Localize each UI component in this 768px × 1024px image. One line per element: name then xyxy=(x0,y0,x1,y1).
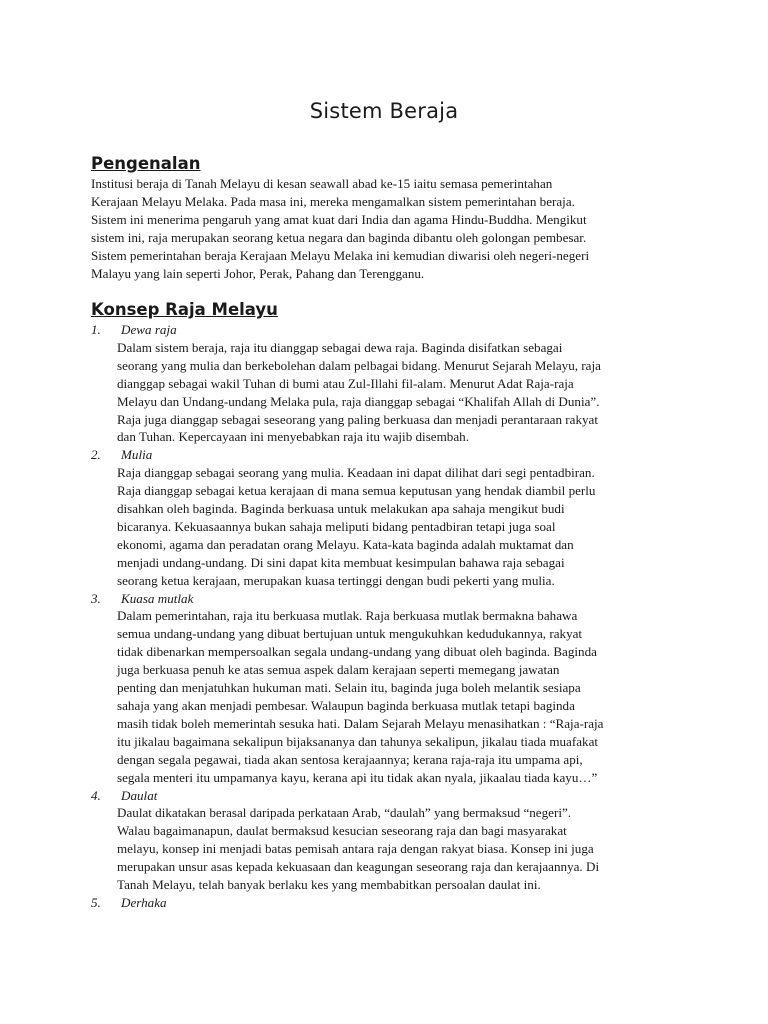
konsep-item-line: melayu, konsep ini menjadi batas pemisah antara raja dengan rakyat biasa. Konsep ini juga xyxy=(117,841,594,857)
konsep-item-line: penting dan menjatuhkan hukuman mati. Selain itu, baginda juga boleh melantik sesiapa xyxy=(117,680,581,696)
konsep-item-heading xyxy=(91,787,711,805)
konsep-item-title: Kuasa mutlak xyxy=(121,590,194,606)
konsep-item-line: tidak dibenarkan mempersoalkan segala undang-undang yang dibuat oleh baginda. Baginda xyxy=(117,644,597,660)
konsep-item-line: Dalam sistem beraja, raja itu dianggap sebagai dewa raja. Baginda disifatkan sebagai xyxy=(117,339,563,355)
intro-line: Kerajaan Melayu Melaka. Pada masa ini, mereka mengamalkan sistem pemerintahan beraja. xyxy=(91,193,575,209)
konsep-item xyxy=(91,446,711,589)
konsep-item-number: 2. xyxy=(91,447,101,463)
konsep-item-line: Walau bagaimanapun, daulat bermaksud kesucian seseorang raja dan bagi masyarakat xyxy=(117,823,567,839)
konsep-item-title: Daulat xyxy=(121,787,158,803)
konsep-item-line: Dalam pemerintahan, raja itu berkuasa mutlak. Raja berkuasa mutlak bermakna bahawa xyxy=(117,608,578,624)
konsep-item-line: menjadi undang-undang. Di sini dapat kita membuat kesimpulan bahawa raja sebagai xyxy=(117,554,565,570)
konsep-item-line: bicaranya. Kekuasaannya bukan sahaja meliputi bidang pentadbiran tetapi juga soal xyxy=(117,518,556,534)
konsep-item-line: Tanah Melayu, telah banyak berlaku kes yang membabitkan persoalan daulat ini. xyxy=(117,877,541,893)
konsep-item-number: 3. xyxy=(91,590,101,606)
konsep-item-line: segala menteri itu umpamanya kayu, kerana api itu tidak akan nyala, jikaalau tiada kayu…” xyxy=(117,769,598,785)
konsep-item-line: ekonomi, agama dan peradatan orang Melayu. Kata-kata baginda adalah muktamat dan xyxy=(117,536,574,552)
konsep-item xyxy=(91,321,711,446)
konsep-item xyxy=(91,590,711,787)
konsep-item-line: Raja dianggap sebagai ketua kerajaan di mana semua keputusan yang hendak diambil perlu xyxy=(117,483,596,499)
konsep-item-line: Daulat dikatakan berasal daripada perkataan Arab, “daulah” yang bermaksud “negeri”. xyxy=(117,805,572,821)
konsep-item-line: disahkan oleh baginda. Baginda berkuasa untuk melakukan apa sahaja mengikut budi xyxy=(117,501,565,517)
konsep-item-line: Raja dianggap sebagai seorang yang mulia. Keadaan ini dapat dilihat dari segi pentadbiran. xyxy=(117,465,595,481)
konsep-item-line: merupakan unsur asas kepada kekuasaan dan keagungan seseorang raja dan kerajaannya. Di xyxy=(117,859,600,875)
konsep-item-line: seorang yang mulia dan berkebolehan dalam pelbagai bidang. Menurut Sejarah Melayu, raja xyxy=(117,357,601,373)
konsep-item-line: dianggap sebagai wakil Tuhan di bumi atau Zul-Illahi fil-alam. Menurut Adat Raja-raja xyxy=(117,375,574,391)
konsep-item-number: 4. xyxy=(91,787,101,803)
section-heading-pengenalan: Pengenalan xyxy=(91,154,201,173)
konsep-item-line: sahaja yang akan menjadi pembesar. Walaupun baginda berkuasa mutlak tetapi baginda xyxy=(117,697,575,713)
konsep-item-line: semua undang-undang yang dibuat bertujuan untuk mengukuhkan kedudukannya, rakyat xyxy=(117,626,583,642)
section-heading-konsep: Konsep Raja Melayu xyxy=(91,300,278,319)
konsep-item-line: itu jikalau bagaimana sekalipun bijaksananya dan tahunya sekalipun, jikalau tiada muafakat xyxy=(117,733,599,749)
konsep-item-heading xyxy=(91,321,711,339)
konsep-item-number: 1. xyxy=(91,322,101,337)
intro-line: Institusi beraja di Tanah Melayu di kesan seawall abad ke-15 iaitu semasa pemerintahan xyxy=(91,176,553,191)
konsep-item-title: Derhaka xyxy=(121,894,167,910)
konsep-item-body xyxy=(91,339,687,446)
intro-line: Malayu yang lain seperti Johor, Perak, Pahang dan Terengganu. xyxy=(91,265,425,281)
konsep-item-body xyxy=(91,607,687,786)
konsep-item-heading xyxy=(91,446,711,464)
konsep-item-line: dengan segala pegawai, tiada akan sentosa kerajaannya; kerana raja-raja itu umpama api, xyxy=(117,751,583,767)
konsep-item-line: seorang ketua kerajaan, merupakan kuasa tertinggi dengan budi pekerti yang mulia. xyxy=(117,572,555,588)
konsep-item-line: juga berkuasa penuh ke atas semua aspek dalam kerajaan seperti memegang jawatan xyxy=(117,662,560,678)
intro-line: Sistem pemerintahan beraja Kerajaan Melayu Melaka ini kemudian diwarisi oleh negeri-negeri xyxy=(91,247,590,263)
page-title: Sistem Beraja xyxy=(309,99,459,123)
konsep-item xyxy=(91,787,711,894)
konsep-item-body xyxy=(91,464,687,589)
konsep-item xyxy=(91,894,711,912)
konsep-item-heading xyxy=(91,894,711,912)
intro-line: sistem ini, raja merupakan seorang ketua negara dan baginda dibantu oleh golongan pembesar. xyxy=(91,229,587,245)
konsep-item-number: 5. xyxy=(91,894,101,910)
konsep-item-line: masih tidak boleh memerintah sesuka hati. Dalam Sejarah Melayu menasihatkan : “Raja-raja xyxy=(117,715,604,731)
intro-line: Sistem ini menerima pengaruh yang amat kuat dari India dan agama Hindu-Buddha. Mengikut xyxy=(91,211,587,227)
konsep-item-title: Mulia xyxy=(121,447,153,463)
konsep-item-line: Melayu dan Undang-undang Melaka pula, raja dianggap sebagai “Khalifah Allah di Dunia”. xyxy=(117,393,600,409)
konsep-item-line: Raja juga dianggap sebagai seseorang yang paling berkuasa dan menjadi perantaraan rakyat xyxy=(117,411,598,427)
konsep-list xyxy=(91,321,711,912)
konsep-item-title: Dewa raja xyxy=(121,322,177,337)
konsep-item-line: dan Tuhan. Kepercayaan ini menyebabkan raja itu wajib disembah. xyxy=(117,429,469,445)
konsep-item-body xyxy=(91,804,687,894)
konsep-item-heading xyxy=(91,590,711,608)
intro-paragraph xyxy=(91,175,701,282)
